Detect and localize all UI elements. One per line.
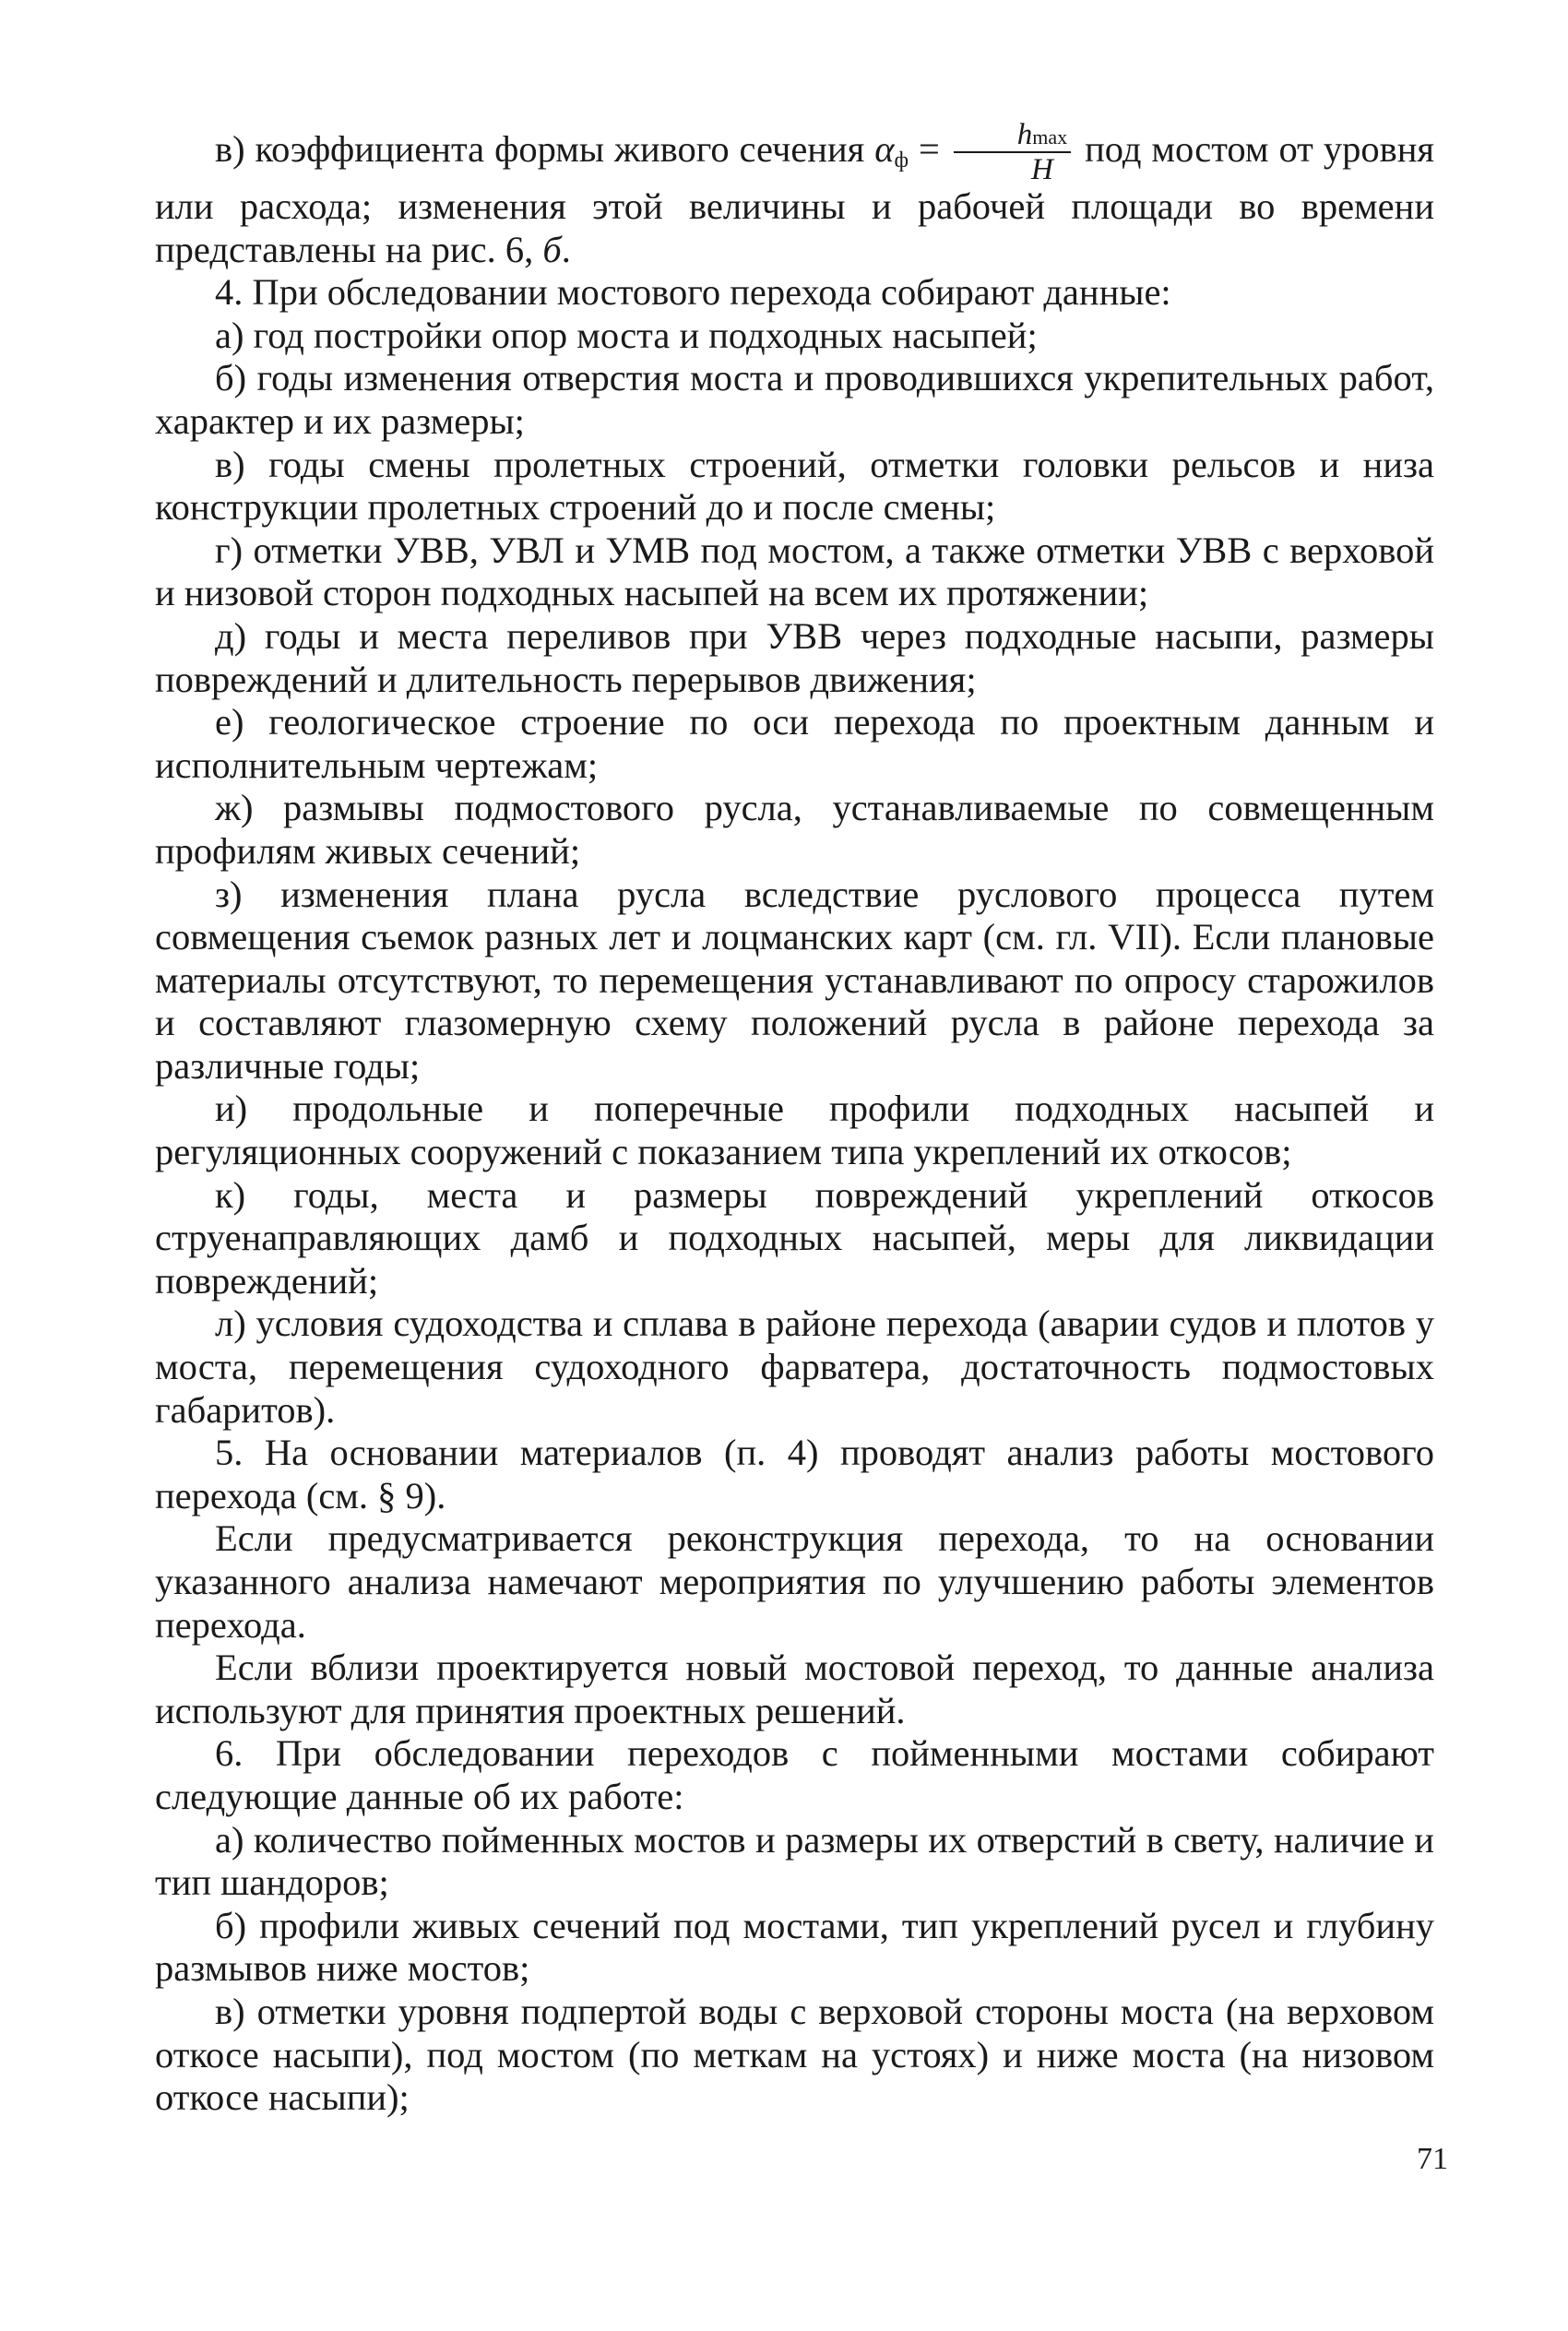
- body-text: [155, 120, 1434, 2120]
- paragraph: ж) размывы подмостового русла, устанавливаемые по совмещенным профилям живых сечений;: [155, 787, 1434, 872]
- paragraph: а) год постройки опор моста и подходных насыпей;: [215, 314, 1038, 356]
- paragraph-formula: в) коэффициента формы живого сечения $\alpha_ф$ = $\frac{hmax}{H}$ под мостом от уровня или расхода; изменения этой величины и рабочей площади во времени представлены на рис. 6, б.: [155, 118, 1434, 270]
- fraction: [954, 120, 1071, 185]
- alpha-symbol: $\alpha_ф$: [874, 127, 909, 172]
- paragraph: 4. При обследовании мостового перехода собирают данные:: [215, 271, 1171, 314]
- paragraph: Если вблизи проектируется новый мостовой переход, то данные анализа используют для принятия проектных решений.: [155, 1647, 1434, 1731]
- paragraph: и) продольные и поперечные профили подходных насыпей и регуляционных сооружений с показанием типа укреплений их откосов;: [155, 1088, 1434, 1173]
- paragraph: а) количество пойменных мостов и размеры их отверстий в свету, наличие и тип шандоров;: [155, 1818, 1434, 1904]
- paragraph: в) отметки уровня подпертой воды с верховой стороны моста (на верховом откосе насыпи), под мостом (по меткам на устоях) и ниже моста (на низовом откосе насыпи);: [155, 1990, 1434, 2119]
- paragraph: 6. При обследовании переходов с пойменными мостами собирают следующие данные об их работе:: [155, 1732, 1434, 1817]
- equals-sign: =: [909, 127, 950, 170]
- paragraph: в) годы смены пролетных строений, отметки головки рельсов и низа конструкции пролетных строений до и после смены;: [155, 443, 1434, 529]
- paragraph: Если предусматривается реконструкция перехода, то на основании указанного анализа намечают мероприятия по улучшению работы элементов перехода.: [155, 1517, 1434, 1646]
- figure-ref: б: [542, 228, 562, 270]
- paragraph: л) условия судоходства и сплава в районе перехода (аварии судов и плотов у моста, перемещения судоходного фарватера, достаточность подмостовых габаритов).: [155, 1302, 1434, 1431]
- formula-lead-text: в) коэффициента формы живого сечения: [215, 127, 875, 170]
- fraction-numerator: hmax: [954, 120, 1071, 153]
- paragraph: е) геологическое строение по оси перехода по проектным данным и исполнительным чертежам;: [155, 701, 1434, 786]
- paragraph: к) годы, места и размеры повреждений укреплений откосов струенаправляющих дамб и подходных насыпей, меры для ликвидации повреждений;: [155, 1173, 1434, 1302]
- paragraph: 5. На основании материалов (п. 4) проводят анализ работы мостового перехода (см. § 9).: [155, 1432, 1434, 1516]
- paragraph: д) годы и места переливов при УВВ через подходные насыпи, размеры повреждений и длительность перерывов движения;: [155, 614, 1434, 700]
- paragraph: з) изменения плана русла вследствие руслового процесса путем совмещения съемок разных лет и лоцманских карт (см. гл. VII). Если плановые материалы отсутствуют, то перемещения устанавливают по опросу старожилов и составляют глазомерную схему положений русла в районе перехода за различные годы;: [155, 873, 1434, 1087]
- fraction-denominator: H: [1031, 153, 1053, 186]
- page-number: 71: [1417, 2142, 1448, 2176]
- formula-tail-text: под мостом от уровня или расхода; изменения этой величины и рабочей площади во времени представлены на рис. 6,: [155, 127, 1434, 270]
- paragraph: г) отметки УВВ, УВЛ и УМВ под мостом, а также отметки УВВ с верховой и низовой сторон подходных насыпей на всем их протяжении;: [155, 529, 1434, 614]
- paragraph: б) профили живых сечений под мостами, тип укреплений русел и глубину размывов ниже мостов;: [155, 1904, 1434, 1990]
- paragraph: б) годы изменения отверстия моста и проводившихся укрепительных работ, характер и их размеры;: [155, 357, 1434, 442]
